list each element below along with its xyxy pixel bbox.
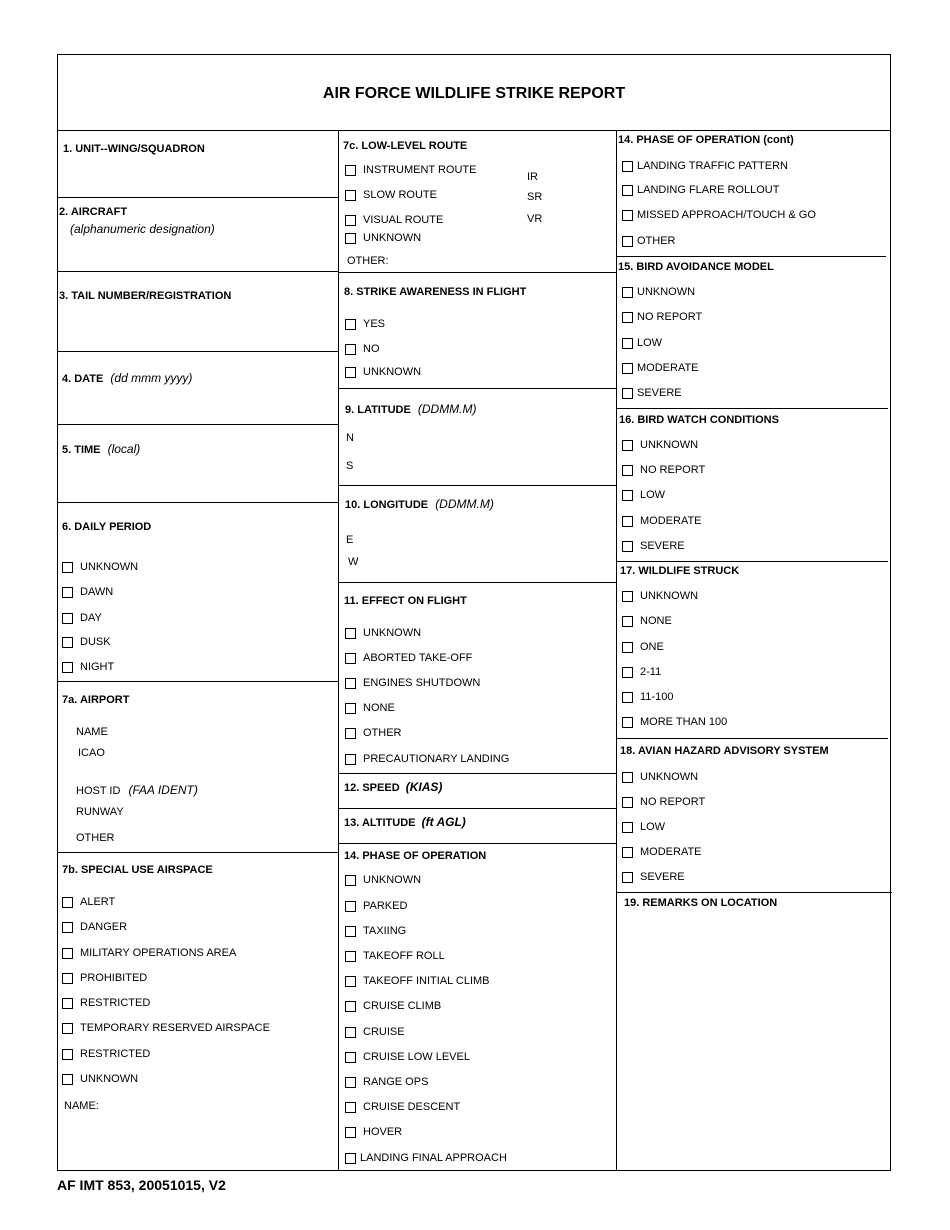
ahas-option[interactable] (622, 871, 685, 883)
watch-option[interactable] (622, 464, 705, 476)
divider (338, 843, 616, 844)
checkbox[interactable] (622, 591, 633, 602)
checkbox[interactable] (622, 185, 633, 196)
phase-option[interactable] (345, 975, 490, 987)
checkbox[interactable] (345, 926, 356, 937)
avoidance-label: 15. BIRD AVOIDANCE MODEL (618, 261, 774, 273)
checkbox[interactable] (345, 703, 356, 714)
option-label: MORE THAN 100 (640, 716, 728, 728)
longitude-label (345, 497, 494, 511)
checkbox[interactable] (345, 901, 356, 912)
checkbox[interactable] (345, 165, 356, 176)
effect-option[interactable] (345, 627, 421, 639)
altitude-unit: (ft AGL) (421, 815, 466, 829)
airspace-option[interactable] (62, 947, 236, 959)
date-text: 4. DATE (62, 373, 104, 385)
airspace-option[interactable] (62, 1022, 270, 1034)
awareness-label: 8. STRIKE AWARENESS IN FLIGHT (344, 286, 527, 298)
time-text: 5. TIME (62, 444, 101, 456)
checkbox[interactable] (622, 692, 633, 703)
airspace-option[interactable] (62, 972, 147, 984)
option-label: ALERT (80, 896, 116, 908)
struck-option[interactable] (622, 590, 698, 602)
longitude-west: W (348, 556, 359, 568)
struck-label: 17. WILDLIFE STRUCK (620, 565, 740, 577)
divider (57, 424, 338, 425)
airport-icao-label: ICAO (78, 747, 105, 759)
remarks-label: 19. REMARKS ON LOCATION (624, 897, 778, 909)
option-label: LOW (640, 821, 666, 833)
option-label: RANGE OPS (363, 1076, 429, 1088)
checkbox[interactable] (622, 287, 633, 298)
phase-cont-option[interactable] (622, 235, 676, 247)
option-label: UNKNOWN (363, 366, 422, 378)
phase-cont-label: 14. PHASE OF OPERATION (cont) (618, 134, 794, 146)
option-label: ONE (640, 641, 664, 653)
route-option[interactable] (345, 189, 437, 201)
checkbox[interactable] (345, 754, 356, 765)
option-label: DANGER (80, 921, 128, 933)
checkbox[interactable] (622, 516, 633, 527)
route-option[interactable] (345, 232, 421, 244)
divider (338, 808, 616, 809)
option-label: ENGINES SHUTDOWN (363, 677, 481, 689)
checkbox[interactable] (622, 312, 633, 323)
checkbox[interactable] (345, 1001, 356, 1012)
checkbox[interactable] (62, 897, 73, 908)
phase-option[interactable] (345, 1076, 428, 1088)
date-format: (dd mmm yyyy) (110, 371, 193, 385)
divider (338, 582, 616, 583)
aircraft-sublabel: (alphanumeric designation) (70, 222, 215, 236)
form-identifier: AF IMT 853, 20051015, V2 (57, 1177, 226, 1193)
checkbox[interactable] (345, 1027, 356, 1038)
airspace-option[interactable] (62, 921, 127, 933)
airspace-option[interactable] (62, 997, 150, 1009)
phase-option[interactable] (345, 925, 406, 937)
option-label: UNKNOWN (80, 1073, 139, 1085)
latitude-text: 9. LATITUDE (345, 404, 411, 416)
speed-unit: (KIAS) (405, 780, 443, 794)
ahas-option[interactable] (622, 846, 702, 858)
option-label: PARKED (363, 900, 408, 912)
option-label: NIGHT (80, 661, 115, 673)
checkbox[interactable] (622, 465, 633, 476)
checkbox[interactable] (622, 363, 633, 374)
ahas-option[interactable] (622, 796, 705, 808)
divider (616, 408, 888, 409)
avoidance-option[interactable] (622, 387, 682, 399)
option-label: PROHIBITED (80, 972, 148, 984)
avoidance-option[interactable] (622, 337, 662, 349)
latitude-south: S (346, 460, 354, 472)
option-label: VISUAL ROUTE (363, 214, 444, 226)
avoidance-option[interactable] (622, 362, 699, 374)
date-label (62, 371, 192, 385)
divider (616, 738, 888, 739)
checkbox[interactable] (622, 717, 633, 728)
phase-option[interactable] (345, 1051, 470, 1063)
avoidance-option[interactable] (622, 311, 702, 323)
option-label: SEVERE (637, 387, 682, 399)
option-label: LANDING TRAFFIC PATTERN (637, 160, 788, 172)
checkbox[interactable] (62, 1023, 73, 1034)
checkbox[interactable] (622, 440, 633, 451)
option-label: NO (363, 343, 380, 355)
checkbox[interactable] (345, 367, 356, 378)
option-label: CRUISE (363, 1026, 405, 1038)
checkbox[interactable] (622, 210, 633, 221)
option-label: NONE (640, 615, 672, 627)
option-label: TAXIING (363, 925, 407, 937)
airspace-option[interactable] (62, 1048, 150, 1060)
divider (57, 197, 338, 198)
option-label: MODERATE (640, 846, 702, 858)
option-label: DAWN (80, 586, 114, 598)
checkbox[interactable] (622, 338, 633, 349)
option-label: LOW (640, 489, 666, 501)
struck-option[interactable] (622, 716, 727, 728)
effect-option[interactable] (345, 677, 480, 689)
airspace-option[interactable] (62, 1073, 138, 1085)
checkbox[interactable] (345, 233, 356, 244)
option-label: SLOW ROUTE (363, 189, 437, 201)
airport-label: 7a. AIRPORT (62, 694, 130, 706)
divider (616, 561, 888, 562)
phase-option[interactable] (345, 1026, 405, 1038)
divider (57, 681, 338, 682)
option-label: OTHER (363, 727, 402, 739)
option-label: TAKEOFF INITIAL CLIMB (363, 975, 490, 987)
route-other-label: OTHER: (347, 255, 389, 267)
checkbox[interactable] (345, 728, 356, 739)
option-label: 2-11 (640, 666, 662, 678)
option-label: UNKNOWN (363, 627, 422, 639)
option-label: UNKNOWN (640, 439, 699, 451)
latitude-north: N (346, 432, 354, 444)
struck-option[interactable] (622, 641, 664, 653)
latitude-label (345, 402, 477, 416)
watch-label: 16. BIRD WATCH CONDITIONS (619, 414, 779, 426)
option-label: NO REPORT (640, 796, 706, 808)
airspace-option[interactable] (62, 896, 115, 908)
phase-option[interactable] (345, 1152, 507, 1164)
struck-option[interactable] (622, 691, 673, 703)
option-label: MILITARY OPERATIONS AREA (80, 947, 237, 959)
option-label: UNKNOWN (637, 286, 696, 298)
checkbox[interactable] (622, 667, 633, 678)
latitude-format: (DDMM.M) (417, 402, 477, 416)
altitude-label (344, 815, 466, 829)
checkbox[interactable] (622, 161, 633, 172)
option-label: TEMPORARY RESERVED AIRSPACE (80, 1022, 270, 1034)
option-label: SEVERE (640, 871, 685, 883)
checkbox[interactable] (62, 637, 73, 648)
checkbox[interactable] (345, 653, 356, 664)
effect-option[interactable] (345, 753, 509, 765)
checkbox[interactable] (62, 1074, 73, 1085)
daily-period-option[interactable] (62, 561, 138, 573)
checkbox[interactable] (345, 319, 356, 330)
checkbox[interactable] (345, 215, 356, 226)
struck-option[interactable] (622, 615, 672, 627)
daily-period-option[interactable] (62, 612, 102, 624)
route-code: IR (527, 171, 538, 183)
option-label: NONE (363, 702, 395, 714)
option-label: RESTRICTED (80, 997, 151, 1009)
divider (57, 351, 338, 352)
checkbox[interactable] (622, 388, 633, 399)
checkbox[interactable] (62, 973, 73, 984)
route-code: VR (527, 213, 543, 225)
option-label: UNKNOWN (363, 874, 422, 886)
airport-name-label: NAME (76, 726, 108, 738)
phase-cont-option[interactable] (622, 160, 788, 172)
checkbox[interactable] (62, 998, 73, 1009)
option-label: UNKNOWN (80, 561, 139, 573)
checkbox[interactable] (345, 1052, 356, 1063)
option-label: UNKNOWN (363, 232, 422, 244)
avoidance-option[interactable] (622, 286, 695, 298)
time-format: (local) (107, 442, 141, 456)
option-label: ABORTED TAKE-OFF (363, 652, 473, 664)
divider (616, 892, 892, 893)
option-label: MODERATE (637, 362, 699, 374)
phase-option[interactable] (345, 874, 421, 886)
checkbox[interactable] (345, 1153, 356, 1164)
checkbox[interactable] (345, 1077, 356, 1088)
unit-label: 1. UNIT--WING/SQUADRON (63, 143, 205, 155)
effect-label: 11. EFFECT ON FLIGHT (344, 595, 467, 607)
checkbox[interactable] (622, 772, 633, 783)
option-label: HOVER (363, 1126, 403, 1138)
watch-option[interactable] (622, 515, 702, 527)
checkbox[interactable] (622, 642, 633, 653)
effect-option[interactable] (345, 652, 472, 664)
option-label: CRUISE CLIMB (363, 1000, 442, 1012)
phase-cont-option[interactable] (622, 184, 779, 196)
phase-label: 14. PHASE OF OPERATION (344, 850, 487, 862)
ahas-option[interactable] (622, 771, 698, 783)
checkbox[interactable] (62, 1049, 73, 1060)
ahas-label: 18. AVIAN HAZARD ADVISORY SYSTEM (620, 745, 829, 757)
awareness-option[interactable] (345, 366, 421, 378)
divider (338, 272, 616, 273)
divider (57, 271, 338, 272)
checkbox[interactable] (345, 976, 356, 987)
option-label: MODERATE (640, 515, 702, 527)
route-option[interactable] (345, 164, 476, 176)
divider (616, 256, 886, 257)
airspace-name-label: NAME: (64, 1100, 99, 1112)
longitude-east: E (346, 534, 354, 546)
option-label: 11-100 (640, 691, 674, 703)
phase-option[interactable] (345, 1101, 460, 1113)
option-label: LOW (637, 337, 663, 349)
airport-runway-label: RUNWAY (76, 806, 124, 818)
checkbox[interactable] (345, 1127, 356, 1138)
phase-cont-option[interactable] (622, 209, 816, 221)
longitude-text: 10. LONGITUDE (345, 499, 429, 511)
speed-text: 12. SPEED (344, 782, 400, 794)
struck-option[interactable] (622, 666, 661, 678)
daily-period-option[interactable] (62, 661, 114, 673)
option-label: LANDING FINAL APPROACH (360, 1152, 507, 1164)
divider (338, 388, 616, 389)
checkbox[interactable] (622, 236, 633, 247)
airport-host-label (76, 783, 198, 797)
checkbox[interactable] (62, 948, 73, 959)
checkbox[interactable] (62, 562, 73, 573)
airspace-label: 7b. SPECIAL USE AIRSPACE (62, 864, 213, 876)
option-label: UNKNOWN (640, 590, 699, 602)
divider (57, 502, 338, 503)
ahas-option[interactable] (622, 821, 665, 833)
daily-period-option[interactable] (62, 586, 113, 598)
option-label: RESTRICTED (80, 1048, 151, 1060)
phase-option[interactable] (345, 1000, 441, 1012)
phase-option[interactable] (345, 900, 407, 912)
checkbox[interactable] (622, 872, 633, 883)
checkbox[interactable] (622, 490, 633, 501)
tail-label: 3. TAIL NUMBER/REGISTRATION (59, 290, 232, 302)
option-label: INSTRUMENT ROUTE (363, 164, 477, 176)
route-option[interactable] (345, 214, 443, 226)
checkbox[interactable] (62, 662, 73, 673)
checkbox[interactable] (345, 190, 356, 201)
checkbox[interactable] (62, 922, 73, 933)
checkbox[interactable] (622, 797, 633, 808)
phase-option[interactable] (345, 950, 445, 962)
option-label: UNKNOWN (640, 771, 699, 783)
host-id-format: (FAA IDENT) (128, 783, 198, 797)
phase-option[interactable] (345, 1126, 402, 1138)
awareness-option[interactable] (345, 318, 385, 330)
form-title: AIR FORCE WILDLIFE STRIKE REPORT (322, 85, 626, 102)
divider (338, 773, 616, 774)
watch-option[interactable] (622, 489, 665, 501)
host-id-text: HOST ID (76, 785, 121, 797)
checkbox[interactable] (622, 541, 633, 552)
watch-option[interactable] (622, 439, 698, 451)
option-label: CRUISE DESCENT (363, 1101, 461, 1113)
time-label (62, 442, 140, 456)
route-code: SR (527, 191, 543, 203)
option-label: NO REPORT (637, 311, 703, 323)
route-label: 7c. LOW-LEVEL ROUTE (343, 140, 468, 152)
awareness-option[interactable] (345, 343, 380, 355)
checkbox[interactable] (62, 613, 73, 624)
longitude-format: (DDMM.M) (435, 497, 494, 511)
checkbox[interactable] (345, 678, 356, 689)
checkbox[interactable] (345, 344, 356, 355)
option-label: TAKEOFF ROLL (363, 950, 445, 962)
checkbox[interactable] (622, 822, 633, 833)
option-label: DUSK (80, 636, 111, 648)
daily-period-option[interactable] (62, 636, 111, 648)
option-label: MISSED APPROACH/TOUCH & GO (637, 209, 816, 221)
header-divider (57, 130, 891, 131)
option-label: LANDING FLARE ROLLOUT (637, 184, 780, 196)
speed-label (344, 780, 442, 794)
checkbox[interactable] (622, 616, 633, 627)
checkbox[interactable] (62, 587, 73, 598)
option-label: PRECAUTIONARY LANDING (363, 753, 510, 765)
divider (57, 852, 338, 853)
option-label: DAY (80, 612, 102, 624)
altitude-text: 13. ALTITUDE (344, 817, 416, 829)
effect-option[interactable] (345, 702, 395, 714)
option-label: NO REPORT (640, 464, 706, 476)
option-label: YES (363, 318, 386, 330)
watch-option[interactable] (622, 540, 685, 552)
checkbox[interactable] (345, 1102, 356, 1113)
option-label: SEVERE (640, 540, 685, 552)
checkbox[interactable] (345, 951, 356, 962)
airport-other-label: OTHER (76, 832, 115, 844)
checkbox[interactable] (345, 875, 356, 886)
checkbox[interactable] (622, 847, 633, 858)
option-label: CRUISE LOW LEVEL (363, 1051, 470, 1063)
effect-option[interactable] (345, 727, 402, 739)
column-divider-2 (616, 130, 617, 1171)
checkbox[interactable] (345, 628, 356, 639)
daily-period-label: 6. DAILY PERIOD (62, 521, 152, 533)
aircraft-label: 2. AIRCRAFT (59, 206, 128, 218)
column-divider-1 (338, 130, 339, 1171)
divider (338, 485, 616, 486)
option-label: OTHER (637, 235, 676, 247)
